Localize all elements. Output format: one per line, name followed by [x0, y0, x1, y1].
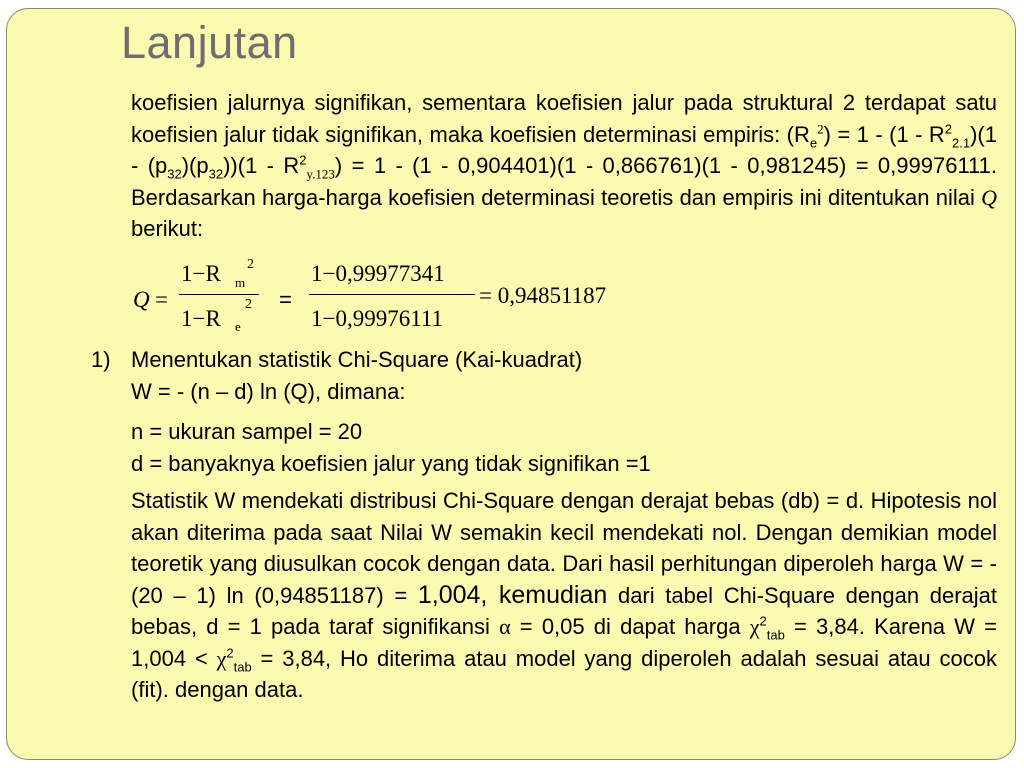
formula-equals-2: =	[279, 287, 292, 312]
formula-q-symbol: Q	[133, 287, 150, 312]
formula-den-sub: e	[235, 319, 241, 334]
formula-num-sub: m	[235, 275, 246, 290]
slide-frame	[6, 8, 1016, 760]
formula-equals-1: =	[155, 287, 168, 312]
conclusion-paragraph: Statistik W mendekati distribusi Chi-Square dengan derajat bebas (db) = d. Hipotesis nol akan diterima pada saat Nilai W semakin kecil mendekati nol. Dengan demikian model teoretik yang diusulkan cocok dengan data. Dari hasil perhitungan diperoleh harga W = - (20 – 1) ln (0,94851187) = 1,004, kemudian dari tabel Chi-Square dengan derajat bebas, d = 1 pada taraf signifikansi α = 0,05 di dapat harga $\chi^2_{tab} = 3,84$. Karena $W = 1,004 < \chi^2_{tab} = 3,84$, Ho diterima atau model yang diperoleh adalah sesuai atau cocok (fit). dengan data.	[131, 488, 997, 702]
formula-num-sup: 2	[247, 257, 254, 272]
formula-num-right: 1−0,99977341	[311, 261, 445, 286]
step-number: 1)	[91, 347, 111, 372]
intro-paragraph: koefisien jalurnya signifikan, sementara koefisien jalur pada struktural 2 terdapat satu koefisien jalur tidak signifikan, maka koefisien determinasi empiris: $(R_e^2) = 1 - (1 - R^2_{2.1})(1 - (p_{32})(p_{32}))(1 - R^2_{y.123}) = 1 - (1 - 0,904401)(1 - 0,866761)(1 - 0,981245) = 0,99976111$. Berdasarkan harga-harga koefisien determinasi teoretis dan empiris ini ditentukan nilai Q berikut:	[131, 90, 998, 241]
w-formula: W = - (n – d) ln (Q), dimana:	[131, 379, 406, 404]
formula-den-sup: 2	[245, 297, 252, 312]
d-definition: d = banyaknya koefisien jalur yang tidak signifikan =1	[131, 451, 651, 476]
slide-title: Lanjutan	[121, 17, 298, 68]
n-definition: n = ukuran sampel = 20	[131, 419, 363, 444]
step-heading: Menentukan statistik Chi-Square (Kai-kuadrat)	[131, 347, 583, 372]
formula-result: = 0,94851187	[479, 283, 607, 308]
q-formula	[125, 257, 685, 345]
fraction-bar-right	[309, 294, 475, 295]
formula-den-right: 1−0,99976111	[311, 306, 444, 331]
fraction-bar-left	[179, 294, 259, 295]
formula-num-left: 1−R	[181, 261, 221, 286]
formula-den-left: 1−R	[181, 306, 221, 331]
